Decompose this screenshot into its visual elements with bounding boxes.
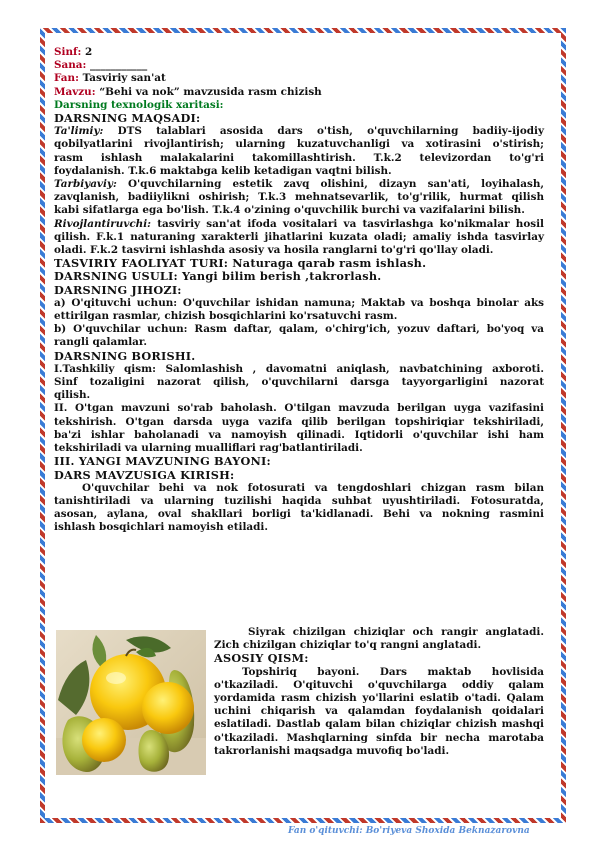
equipment-heading: DARSNING JIHOZI:	[54, 282, 182, 297]
grade-value: 2	[84, 46, 93, 58]
intro-section	[54, 482, 544, 535]
equipment-line	[54, 323, 544, 336]
quince-pear-photo	[56, 630, 206, 775]
goals-text: DTS talablari asosida dars o'tish, o'quvchilarning badiiy-ijodiy	[103, 125, 544, 138]
goals-lead: Rivojlantiruvchi:	[54, 217, 152, 230]
procedure-text: qilish.	[54, 389, 91, 402]
goals-line	[54, 178, 544, 191]
teacher-footer: Fan o'qituvchi: Bo'riyeva Shoxida Beknazarovna	[288, 826, 530, 836]
mainlines-text: uchini chiqarish va qalamdan foydalanish qoidalari	[214, 705, 544, 718]
subject-line	[54, 72, 544, 85]
procedure-text: Sinf tozaligini nazorat qilish, o'quvchilarni darsga tayyorgarligini nazorat	[54, 376, 544, 389]
topic-label: Mavzu:	[54, 85, 96, 98]
goals-text: zavqlanish, badiiylikni oshirish; T.k.3 mehnatsevarlik, to'g'rilik, hurmat qilish	[54, 191, 544, 204]
newtopic-line	[54, 508, 544, 521]
date-label: Sana:	[54, 59, 87, 72]
procedure-line	[54, 429, 544, 442]
mainlines-line	[214, 718, 544, 731]
goals-text: qobilyatlarini rivojlantirish; ularning kuzatuvchanligi va xotirasini o'stirish;	[54, 138, 544, 151]
procedure-line	[54, 402, 544, 415]
goals-line	[54, 165, 544, 178]
goals-line	[54, 138, 544, 151]
mainlines-line	[214, 745, 544, 758]
equipment-section	[54, 297, 544, 350]
procedure-text: tekshirish. O'tgan darsda uyga vazifa qilib berilgan topshiriqiar tekshiriladi,	[54, 415, 544, 428]
equipment-text: b) O'quvchilar uchun: Rasm daftar, qalam, o'chirg'ich, yozuv daftari, bo'yoq va	[54, 323, 544, 336]
mainlines-line	[214, 679, 544, 692]
mainlines-line	[214, 692, 544, 705]
mainlines-text: eslatiladi. Dastlab qalam bilan chiziqlar chizish mashqi	[214, 718, 544, 731]
equipment-text: ettirilgan rasmlar, chizish bosqichlarini ko'rsatuvchi rasm.	[54, 310, 398, 323]
procedure-text: tekshiriladi va ularning mualliflari rag'batlantiriladi.	[54, 442, 363, 455]
activity-line: TASVIRIY FAOLIYAT TURI: Naturaga qarab rasm ishlash.	[54, 256, 427, 271]
grade-label: Sinf:	[54, 46, 82, 58]
equipment-line	[54, 336, 544, 349]
procedure-text: ba'zi ishlar baholanadi va namoyish qilinadi. Iqtidorli o'quvchilar ishi ham	[54, 428, 544, 441]
goals-line	[54, 125, 544, 138]
topic-line	[54, 86, 544, 99]
goals-line	[54, 191, 544, 204]
method-line: DARSNING USULI: Yangi bilim berish ,takrorlash.	[54, 269, 382, 284]
mainlines-line	[214, 666, 544, 679]
goals-lead: Tarbiyaviy:	[54, 178, 117, 191]
goals-text: kabi sifatlarga ega bo'lish. T.k.4 o'zining o'quvchilik burchi va vazifalarini bilish.	[54, 204, 525, 217]
mainlines-text: o'tkaziladi. O'qituvchi o'quvchilarga oddiy qalam	[214, 678, 544, 691]
newtopic-text: tanishtiriladi va ularning tuzilishi haqida suhbat uyushtiriladi. Fotosuratda,	[54, 494, 544, 507]
rightlines-line	[214, 626, 544, 639]
rightlines-text: Zich chizilgan chiziqlar to'q rangni anglatadi.	[214, 639, 482, 652]
main-part-heading: ASOSIY QISM:	[214, 651, 309, 666]
goals-text: tasviriy san'at ifoda vositalari va tasvirlashga ko'nikmalar hosil	[151, 217, 544, 230]
topic-value: “Behi va nok” mavzusida rasm chizish	[99, 85, 322, 98]
procedure-heading: DARSNING BORISHI.	[54, 348, 196, 363]
goals-line	[54, 204, 544, 217]
quince-pear-illustration	[56, 630, 206, 775]
goals-text: foydalanish. T.k.6 maktabga kelib ketadigan vaqtni bilish.	[54, 164, 392, 177]
goals-text: rasm ishlash malakalarini takomillashtirish. T.k.2 televizordan to'g'ri	[54, 151, 544, 164]
goals-text: qilish. F.k.1 naturaning xarakterli jihatlarini kuzata oladi; amaliy ishda tasvirlay	[54, 230, 544, 243]
mainlines-line	[214, 705, 544, 718]
techmap-heading: Darsning texnologik xaritasi:	[54, 98, 224, 111]
equipment-line	[54, 297, 544, 310]
goals-lead: Ta'limiy:	[54, 125, 104, 138]
mainlines-text: takrorlanishi maqsadga muvofiq bo'ladi.	[214, 744, 450, 757]
goals-text: O'quvchilarning estetik zavq olishini, dizayn san'ati, loyihalash,	[116, 178, 544, 191]
intro-heading: DARS MAVZUSIGA KIRISH:	[54, 467, 235, 482]
rightlines-text: Siyrak chizilgan chiziqlar och rangir anglatadi.	[248, 626, 544, 638]
newtopic-text: O'quvchilar behi va nok fotosurati va tengdoshlari chizgan rasm bilan	[82, 481, 544, 494]
goals-text: oladi. F.k.2 tasvirni ishlashda asosiy va hosila ranglarni to'g'ri qo'llay oladi.	[54, 244, 494, 257]
right-column	[214, 626, 544, 758]
new-topic-heading: III. YANGI MAVZUNING BAYONI:	[54, 454, 271, 469]
goals-section	[54, 125, 544, 257]
procedure-line	[54, 363, 544, 376]
date-value: ___________	[89, 59, 148, 72]
mainlines-text: o'tkaziladi. Mashqlarning sinfda bir necha marotaba	[214, 731, 544, 744]
goals-line	[54, 231, 544, 244]
equipment-text: rangli qalamlar.	[54, 336, 148, 349]
grade-line	[54, 46, 544, 59]
mainlines-text: yordamida rasm chizish yo'llarini eslatib o'tadi. Qalam	[214, 692, 544, 705]
equipment-text: a) O'qituvchi uchun: O'quvchilar ishidan namuna; Maktab va boshqa binolar aks	[54, 296, 544, 309]
newtopic-line	[54, 482, 544, 495]
equipment-line	[54, 310, 544, 323]
procedure-text: I.Tashkiliy qism: Salomlashish , davomatni aniqlash, navbatchining axboroti.	[54, 362, 544, 375]
goals-line	[54, 152, 544, 165]
procedure-line	[54, 389, 544, 402]
newtopic-text: asosan, aylana, oval shakllari borligi ta'kidlanadi. Behi va nokning rasmini	[54, 508, 544, 521]
mainlines-text: Topshiriq bayoni. Dars maktab hovlisida	[242, 665, 544, 678]
date-line	[54, 59, 544, 72]
lesson-plan	[54, 46, 544, 535]
subject-label: Fan:	[54, 72, 79, 85]
newtopic-text: ishlash bosqichlari namoyish etiladi.	[54, 521, 268, 534]
procedure-text: II. O'tgan mavzuni so'rab baholash. O'tilgan mavzuda berilgan uyga vazifasini	[54, 402, 544, 415]
newtopic-line	[54, 495, 544, 508]
procedure-section	[54, 363, 544, 455]
procedure-line	[54, 416, 544, 429]
goals-line	[54, 218, 544, 231]
main-part-section	[214, 666, 544, 758]
newtopic-line	[54, 521, 544, 534]
subject-value: Tasviriy san'at	[82, 72, 166, 85]
mainlines-line	[214, 732, 544, 745]
goals-heading: DARSNING MAQSADI:	[54, 111, 201, 126]
hatching-notes	[214, 626, 544, 652]
procedure-line	[54, 376, 544, 389]
